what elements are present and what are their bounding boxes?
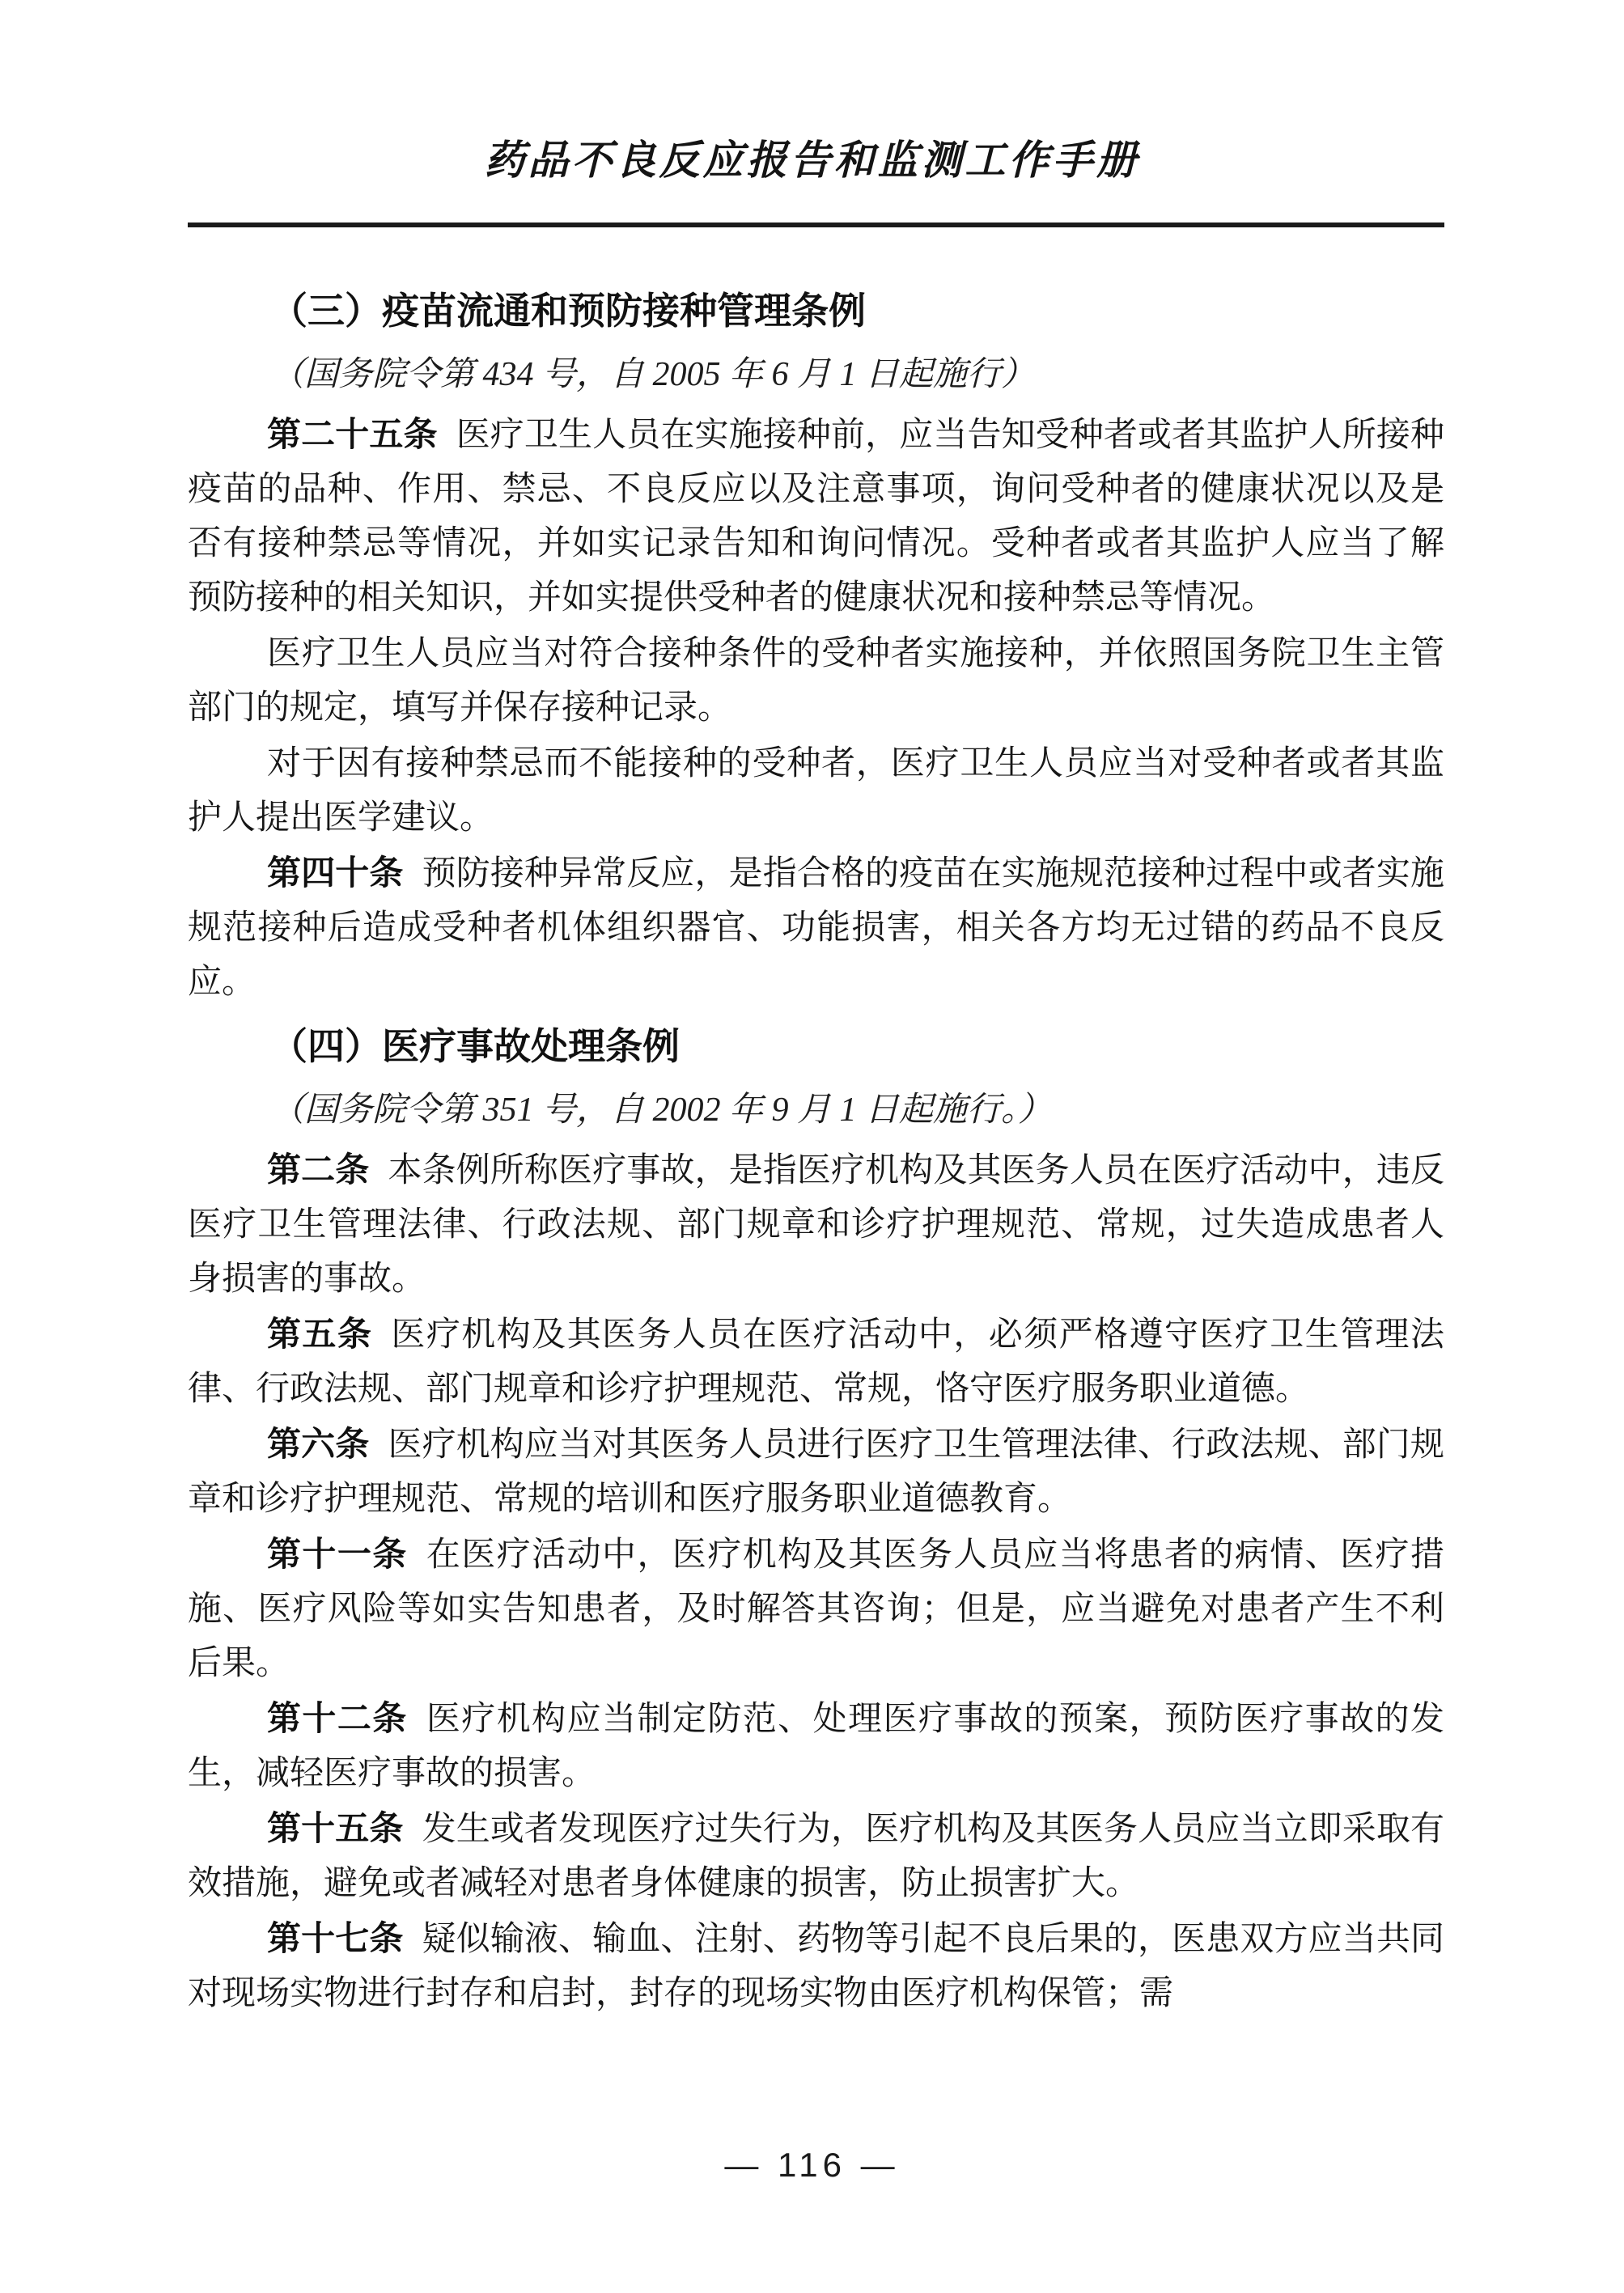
article-number: 第二条	[267, 1151, 370, 1189]
section-medical-accident-regulation	[188, 1018, 1444, 2021]
article-number: 第四十条	[267, 854, 404, 892]
article-text: 疑似输液、输血、注射、药物等引起不良后果的，医患双方应当共同对现场实物进行封存和启封，封存的现场实物由医疗机构保管；需	[188, 1921, 1444, 2012]
article-number: 第十七条	[267, 1919, 404, 1957]
article-paragraph	[188, 1527, 1444, 1691]
decree-note: （国务院令第 351 号，自 2002 年 9 月 1 日起施行。）	[270, 1091, 1053, 1129]
article-text: 医疗机构及其医务人员在医疗活动中，必须严格遵守医疗卫生管理法律、行政法规、部门规章和诊疗护理规范、常规，恪守医疗服务职业道德。	[188, 1316, 1444, 1408]
article-text: 预防接种异常反应，是指合格的疫苗在实施规范接种过程中或者实施规范接种后造成受种者机体组织器官、功能损害，相关各方均无过错的药品不良反应。	[188, 855, 1444, 1001]
article-paragraph	[188, 1691, 1444, 1801]
article-text: 对于因有接种禁忌而不能接种的受种者，医疗卫生人员应当对受种者或者其监护人提出医学建议。	[188, 745, 1444, 837]
article-paragraph	[188, 407, 1444, 625]
section-heading: （四）医疗事故处理条例	[270, 1025, 680, 1067]
article-text: 医疗卫生人员在实施接种前，应当告知受种者或者其监护人所接种疫苗的品种、作用、禁忌、不良反应以及注意事项，询问受种者的健康状况以及是否有接种禁忌等情况，并如实记录告知和询问情况。受种者或者其监护人应当了解预防接种的相关知识，并如实提供受种者的健康状况和接种禁忌等情况。	[188, 417, 1444, 617]
article-number: 第十一条	[267, 1535, 408, 1573]
article-text: 医疗机构应当制定防范、处理医疗事故的预案，预防医疗事故的发生，减轻医疗事故的损害。	[188, 1701, 1444, 1792]
article-number: 第十五条	[267, 1809, 404, 1847]
page-content	[188, 230, 1444, 2021]
article-text: 医疗机构应当对其医务人员进行医疗卫生管理法律、行政法规、部门规章和诊疗护理规范、常规的培训和医疗服务职业道德教育。	[188, 1426, 1444, 1518]
article-paragraph	[188, 1307, 1444, 1417]
article-paragraph	[188, 735, 1444, 846]
article-number: 第六条	[267, 1425, 370, 1463]
page-header	[0, 0, 1624, 227]
article-text: 医疗卫生人员应当对符合接种条件的受种者实施接种，并依照国务院卫生主管部门的规定，填写并保存接种记录。	[188, 635, 1444, 727]
article-text: 发生或者发现医疗过失行为，医疗机构及其医务人员应当立即采取有效措施，避免或者减轻对患者身体健康的损害，防止损害扩大。	[188, 1811, 1444, 1902]
article-paragraph	[188, 625, 1444, 735]
decree-note: （国务院令第 434 号，自 2005 年 6 月 1 日起施行）	[270, 356, 1036, 393]
page-number: — 116 —	[724, 2146, 900, 2184]
article-paragraph	[188, 1911, 1444, 2021]
book-title: 药品不良反应报告和监测工作手册	[484, 138, 1140, 183]
article-text: 在医疗活动中，医疗机构及其医务人员应当将患者的病情、医疗措施、医疗风险等如实告知患者，及时解答其咨询；但是，应当避免对患者产生不利后果。	[188, 1536, 1444, 1682]
section-heading: （三）疫苗流通和预防接种管理条例	[270, 290, 866, 332]
article-paragraph	[188, 846, 1444, 1010]
article-text: 本条例所称医疗事故，是指医疗机构及其医务人员在医疗活动中，违反医疗卫生管理法律、行政法规、部门规章和诊疗护理规范、常规，过失造成患者人身损害的事故。	[188, 1152, 1444, 1298]
header-divider	[188, 223, 1444, 227]
article-number: 第五条	[267, 1315, 373, 1353]
article-paragraph	[188, 1142, 1444, 1307]
article-number: 第二十五条	[267, 415, 438, 453]
article-number: 第十二条	[267, 1699, 408, 1737]
section-vaccine-regulation	[188, 282, 1444, 1010]
article-paragraph	[188, 1801, 1444, 1911]
article-paragraph	[188, 1417, 1444, 1527]
